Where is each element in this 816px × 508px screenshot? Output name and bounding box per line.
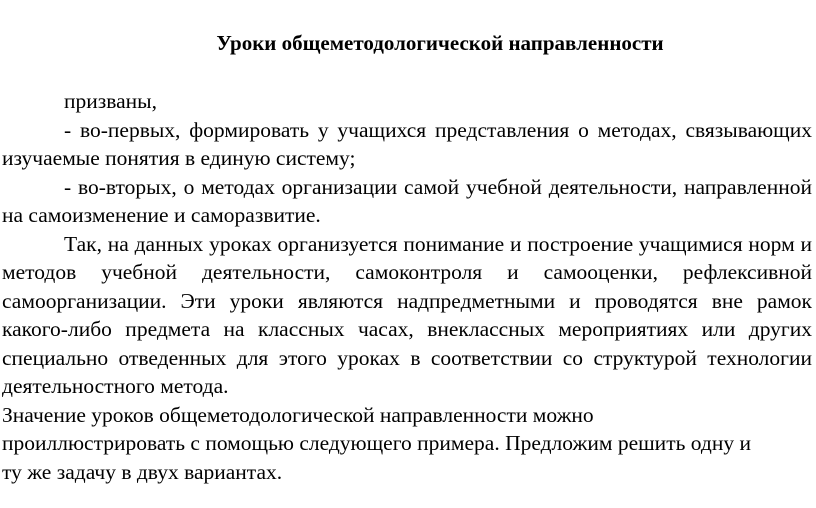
document-title: Уроки общеметодологической направленности bbox=[216, 31, 664, 55]
paragraph-example: Значение уроков общеметодологической направленности можно проиллюстрировать с помощью следующего примера. Предложим решить одну и ту же задачу в двух вариантах. bbox=[2, 402, 751, 484]
paragraph-intro: призваны, bbox=[64, 89, 157, 113]
paragraph-first-point: - во-первых, формировать у учащихся представления о методах, связывающих изучаемые понятия в единую систему; bbox=[2, 117, 812, 170]
paragraph-second-point: - во-вторых, о методах организации самой учебной деятельности, направленной на самоизменение и саморазвитие. bbox=[2, 174, 812, 227]
document-body bbox=[2, 87, 812, 486]
paragraph-explanation: Так, на данных уроках организуется понимание и построение учащимися норм и методов учебной деятельности, самоконтроля и самооценки, рефлексивной самоорганизации. Эти уроки являются надпредметными и проводятся вне рамок какого-либо предмета на классных часах, внеклассных мероприятиях или других специально отведенных для этого уроках в соответствии со структурой технологии деятельностного метода. bbox=[2, 231, 812, 398]
